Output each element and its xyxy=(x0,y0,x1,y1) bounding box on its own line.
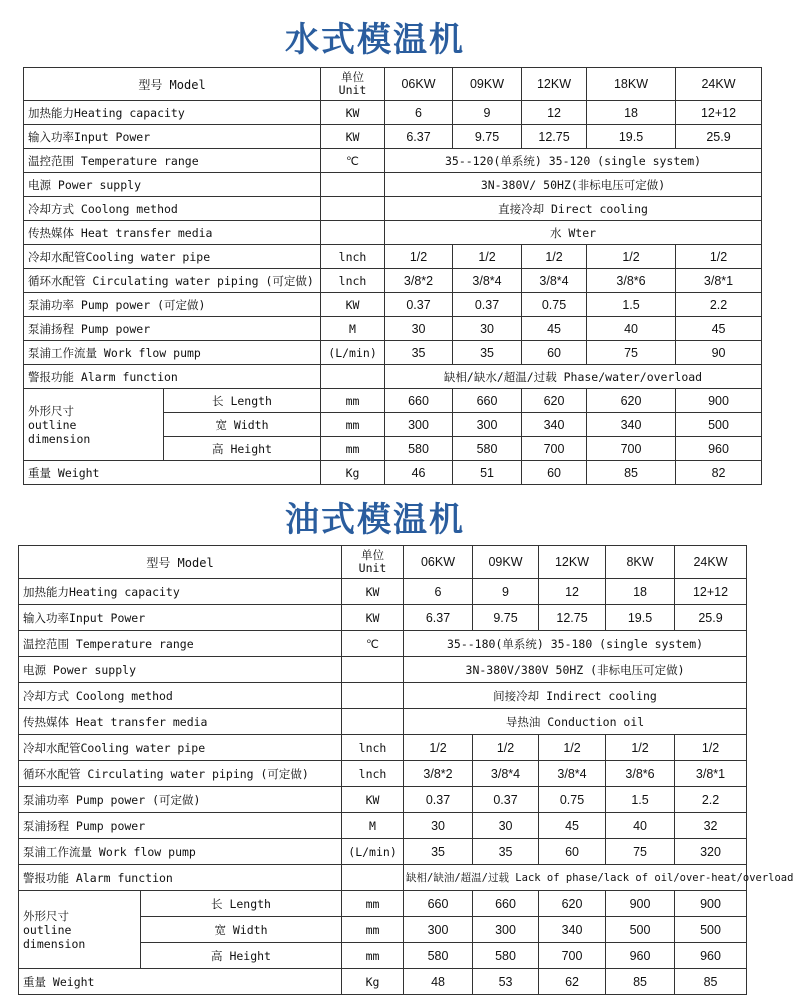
row-label: 温控范围 Temperature range xyxy=(19,631,342,657)
table-row xyxy=(24,197,762,221)
row-value: 32 xyxy=(675,813,747,839)
row-value: 900 xyxy=(606,891,675,917)
model-column-header: 09KW xyxy=(473,546,539,579)
row-value: 340 xyxy=(522,413,587,437)
row-unit: KW xyxy=(342,605,404,631)
table-row xyxy=(19,839,747,865)
row-value: 580 xyxy=(404,943,473,969)
row-span-value: 缺相/缺油/超温/过载 Lack of phase/lack of oil/over-heat/overload xyxy=(404,865,747,891)
unit-header: 单位 Unit xyxy=(321,68,385,101)
row-value: 45 xyxy=(676,317,762,341)
oil-spec-table xyxy=(18,545,793,995)
row-value: 1/2 xyxy=(587,245,676,269)
model-column-header: 12KW xyxy=(522,68,587,101)
table-row xyxy=(24,101,762,125)
row-value: 40 xyxy=(606,813,675,839)
table-row xyxy=(24,173,762,197)
row-value: 3/8*1 xyxy=(676,269,762,293)
row-value: 30 xyxy=(385,317,453,341)
dimension-label: 外形尺寸 outline dimension xyxy=(19,891,141,969)
row-value: 3/8*4 xyxy=(522,269,587,293)
row-unit: (L/min) xyxy=(321,341,385,365)
row-value: 1/2 xyxy=(675,735,747,761)
row-value: 500 xyxy=(675,917,747,943)
row-unit: mm xyxy=(321,437,385,461)
row-unit xyxy=(342,657,404,683)
row-unit: mm xyxy=(342,943,404,969)
row-unit: lnch xyxy=(342,761,404,787)
row-value: 3/8*4 xyxy=(453,269,522,293)
row-span-value: 35--120(单系统) 35-120 (single system) xyxy=(385,149,762,173)
model-column-header: 12KW xyxy=(539,546,606,579)
dimension-sub-label: 宽 Width xyxy=(141,917,342,943)
row-label: 传热媒体 Heat transfer media xyxy=(19,709,342,735)
row-unit: Kg xyxy=(342,969,404,995)
row-value: 1/2 xyxy=(606,735,675,761)
row-unit: KW xyxy=(321,101,385,125)
row-value: 75 xyxy=(587,341,676,365)
row-value: 12 xyxy=(522,101,587,125)
row-unit: (L/min) xyxy=(342,839,404,865)
row-value: 300 xyxy=(404,917,473,943)
row-value: 580 xyxy=(473,943,539,969)
model-column-header: 06KW xyxy=(404,546,473,579)
row-value: 30 xyxy=(473,813,539,839)
row-value: 700 xyxy=(522,437,587,461)
row-value: 660 xyxy=(385,389,453,413)
row-unit: lnch xyxy=(321,245,385,269)
table-row xyxy=(19,865,747,891)
row-value: 30 xyxy=(453,317,522,341)
table-row xyxy=(19,657,747,683)
row-value: 340 xyxy=(587,413,676,437)
row-value: 3/8*2 xyxy=(404,761,473,787)
row-span-value: 直接冷却 Direct cooling xyxy=(385,197,762,221)
row-label: 泵浦功率 Pump power (可定做) xyxy=(24,293,321,317)
row-value: 500 xyxy=(676,413,762,437)
row-value: 340 xyxy=(539,917,606,943)
water-spec-table xyxy=(23,67,762,485)
row-unit: KW xyxy=(342,579,404,605)
row-value: 3/8*4 xyxy=(473,761,539,787)
row-value: 25.9 xyxy=(675,605,747,631)
row-value: 85 xyxy=(606,969,675,995)
row-unit: mm xyxy=(321,389,385,413)
row-value: 1/2 xyxy=(404,735,473,761)
row-value: 960 xyxy=(606,943,675,969)
row-unit: M xyxy=(342,813,404,839)
row-unit: Kg xyxy=(321,461,385,485)
row-value: 1/2 xyxy=(453,245,522,269)
row-value: 30 xyxy=(404,813,473,839)
row-value: 45 xyxy=(539,813,606,839)
table-row xyxy=(24,269,762,293)
row-value: 35 xyxy=(404,839,473,865)
model-column-header: 09KW xyxy=(453,68,522,101)
row-unit xyxy=(321,197,385,221)
row-label: 循环水配管 Circulating water piping (可定做) xyxy=(19,761,342,787)
row-value: 0.37 xyxy=(453,293,522,317)
row-unit xyxy=(342,865,404,891)
row-label: 电源 Power supply xyxy=(24,173,321,197)
row-value: 900 xyxy=(675,891,747,917)
row-label: 循环水配管 Circulating water piping (可定做) xyxy=(24,269,321,293)
row-label: 泵浦工作流量 Work flow pump xyxy=(19,839,342,865)
row-value: 19.5 xyxy=(606,605,675,631)
row-label: 加热能力Heating capacity xyxy=(19,579,342,605)
row-value: 9 xyxy=(473,579,539,605)
row-value: 9.75 xyxy=(453,125,522,149)
row-value: 35 xyxy=(385,341,453,365)
row-value: 2.2 xyxy=(676,293,762,317)
row-value: 60 xyxy=(522,341,587,365)
row-unit: M xyxy=(321,317,385,341)
row-span-value: 缺相/缺水/超温/过载 Phase/water/overload xyxy=(385,365,762,389)
row-unit: lnch xyxy=(321,269,385,293)
row-span-value: 导热油 Conduction oil xyxy=(404,709,747,735)
row-unit xyxy=(342,709,404,735)
table-row xyxy=(24,341,762,365)
row-label: 加热能力Heating capacity xyxy=(24,101,321,125)
row-label: 重量 Weight xyxy=(24,461,321,485)
row-value: 660 xyxy=(404,891,473,917)
row-value: 1.5 xyxy=(587,293,676,317)
row-unit: lnch xyxy=(342,735,404,761)
row-value: 85 xyxy=(587,461,676,485)
row-value: 51 xyxy=(453,461,522,485)
header-row xyxy=(19,546,747,579)
row-value: 580 xyxy=(453,437,522,461)
row-unit xyxy=(342,683,404,709)
dimension-row xyxy=(19,891,747,917)
row-value: 25.9 xyxy=(676,125,762,149)
table-row xyxy=(24,245,762,269)
table-row xyxy=(19,813,747,839)
row-value: 2.2 xyxy=(675,787,747,813)
row-value: 12+12 xyxy=(676,101,762,125)
table-row xyxy=(24,293,762,317)
model-column-header: 8KW xyxy=(606,546,675,579)
row-span-value: 3N-380V/ 50HZ(非标电压可定做) xyxy=(385,173,762,197)
row-unit: mm xyxy=(321,413,385,437)
row-value: 82 xyxy=(676,461,762,485)
row-label: 泵浦工作流量 Work flow pump xyxy=(24,341,321,365)
row-label: 电源 Power supply xyxy=(19,657,342,683)
oil-section-title: 油式模温机 xyxy=(285,500,465,540)
table-row xyxy=(19,787,747,813)
dimension-row xyxy=(24,389,762,413)
table-row xyxy=(19,709,747,735)
row-value: 1/2 xyxy=(522,245,587,269)
row-value: 3/8*2 xyxy=(385,269,453,293)
row-label: 警报功能 Alarm function xyxy=(19,865,342,891)
row-value: 320 xyxy=(675,839,747,865)
row-label: 冷却方式 Coolong method xyxy=(24,197,321,221)
row-value: 1/2 xyxy=(473,735,539,761)
table-row xyxy=(19,683,747,709)
model-header: 型号 Model xyxy=(24,68,321,101)
row-span-value: 水 Wter xyxy=(385,221,762,245)
row-value: 3/8*6 xyxy=(606,761,675,787)
table-row xyxy=(19,761,747,787)
model-column-header: 18KW xyxy=(587,68,676,101)
row-unit xyxy=(321,365,385,389)
row-value: 660 xyxy=(473,891,539,917)
row-unit: KW xyxy=(321,125,385,149)
row-value: 60 xyxy=(522,461,587,485)
row-value: 6 xyxy=(385,101,453,125)
row-value: 1.5 xyxy=(606,787,675,813)
row-label: 冷却方式 Coolong method xyxy=(19,683,342,709)
row-value: 300 xyxy=(473,917,539,943)
table-row xyxy=(19,735,747,761)
row-label: 泵浦功率 Pump power (可定做) xyxy=(19,787,342,813)
table-row xyxy=(19,605,747,631)
table-row xyxy=(24,125,762,149)
row-value: 3/8*1 xyxy=(675,761,747,787)
row-value: 960 xyxy=(675,943,747,969)
row-value: 90 xyxy=(676,341,762,365)
row-value: 1/2 xyxy=(676,245,762,269)
row-label: 传热媒体 Heat transfer media xyxy=(24,221,321,245)
weight-row xyxy=(19,969,747,995)
dimension-label: 外形尺寸 outline dimension xyxy=(24,389,164,461)
model-column-header: 06KW xyxy=(385,68,453,101)
row-value: 35 xyxy=(453,341,522,365)
table-row xyxy=(24,149,762,173)
row-value: 900 xyxy=(676,389,762,413)
row-value: 6.37 xyxy=(385,125,453,149)
row-span-value: 35--180(单系统) 35-180 (single system) xyxy=(404,631,747,657)
weight-row xyxy=(24,461,762,485)
dimension-sub-label: 宽 Width xyxy=(164,413,321,437)
row-value: 3/8*6 xyxy=(587,269,676,293)
row-unit: ℃ xyxy=(321,149,385,173)
header-row xyxy=(24,68,762,101)
model-column-header: 24KW xyxy=(675,546,747,579)
table-row xyxy=(24,317,762,341)
row-value: 40 xyxy=(587,317,676,341)
dimension-sub-label: 长 Length xyxy=(141,891,342,917)
row-label: 温控范围 Temperature range xyxy=(24,149,321,173)
unit-header: 单位 Unit xyxy=(342,546,404,579)
row-value: 12.75 xyxy=(522,125,587,149)
row-value: 700 xyxy=(539,943,606,969)
row-value: 700 xyxy=(587,437,676,461)
row-label: 重量 Weight xyxy=(19,969,342,995)
row-value: 960 xyxy=(676,437,762,461)
row-value: 620 xyxy=(539,891,606,917)
row-value: 300 xyxy=(385,413,453,437)
row-value: 6.37 xyxy=(404,605,473,631)
row-value: 75 xyxy=(606,839,675,865)
row-value: 620 xyxy=(587,389,676,413)
table-row xyxy=(19,579,747,605)
row-value: 12 xyxy=(539,579,606,605)
row-unit: mm xyxy=(342,917,404,943)
row-label: 泵浦扬程 Pump power xyxy=(24,317,321,341)
row-unit: KW xyxy=(321,293,385,317)
row-label: 泵浦扬程 Pump power xyxy=(19,813,342,839)
row-unit xyxy=(321,173,385,197)
row-value: 660 xyxy=(453,389,522,413)
row-value: 12.75 xyxy=(539,605,606,631)
row-value: 0.75 xyxy=(539,787,606,813)
row-value: 48 xyxy=(404,969,473,995)
table-row xyxy=(24,365,762,389)
row-value: 53 xyxy=(473,969,539,995)
row-unit: mm xyxy=(342,891,404,917)
row-value: 60 xyxy=(539,839,606,865)
row-value: 18 xyxy=(587,101,676,125)
row-value: 3/8*4 xyxy=(539,761,606,787)
row-value: 500 xyxy=(606,917,675,943)
row-value: 1/2 xyxy=(385,245,453,269)
row-label: 警报功能 Alarm function xyxy=(24,365,321,389)
row-unit xyxy=(321,221,385,245)
row-value: 9 xyxy=(453,101,522,125)
row-span-value: 间接冷却 Indirect cooling xyxy=(404,683,747,709)
model-header: 型号 Model xyxy=(19,546,342,579)
row-label: 冷却水配管Cooling water pipe xyxy=(24,245,321,269)
row-value: 18 xyxy=(606,579,675,605)
dimension-sub-label: 高 Height xyxy=(141,943,342,969)
row-value: 9.75 xyxy=(473,605,539,631)
row-value: 0.75 xyxy=(522,293,587,317)
row-value: 620 xyxy=(522,389,587,413)
dimension-sub-label: 长 Length xyxy=(164,389,321,413)
row-label: 输入功率Input Power xyxy=(19,605,342,631)
row-value: 6 xyxy=(404,579,473,605)
water-section-title: 水式模温机 xyxy=(285,20,465,60)
row-value: 19.5 xyxy=(587,125,676,149)
row-unit: ℃ xyxy=(342,631,404,657)
row-value: 12+12 xyxy=(675,579,747,605)
row-value: 0.37 xyxy=(404,787,473,813)
table-row xyxy=(19,631,747,657)
dimension-sub-label: 高 Height xyxy=(164,437,321,461)
row-value: 1/2 xyxy=(539,735,606,761)
row-label: 冷却水配管Cooling water pipe xyxy=(19,735,342,761)
row-value: 45 xyxy=(522,317,587,341)
table-row xyxy=(24,221,762,245)
row-value: 85 xyxy=(675,969,747,995)
row-value: 46 xyxy=(385,461,453,485)
row-unit: KW xyxy=(342,787,404,813)
row-value: 0.37 xyxy=(385,293,453,317)
row-value: 300 xyxy=(453,413,522,437)
row-span-value: 3N-380V/380V 50HZ (非标电压可定做) xyxy=(404,657,747,683)
row-value: 580 xyxy=(385,437,453,461)
row-value: 35 xyxy=(473,839,539,865)
row-value: 62 xyxy=(539,969,606,995)
model-column-header: 24KW xyxy=(676,68,762,101)
row-label: 输入功率Input Power xyxy=(24,125,321,149)
row-value: 0.37 xyxy=(473,787,539,813)
